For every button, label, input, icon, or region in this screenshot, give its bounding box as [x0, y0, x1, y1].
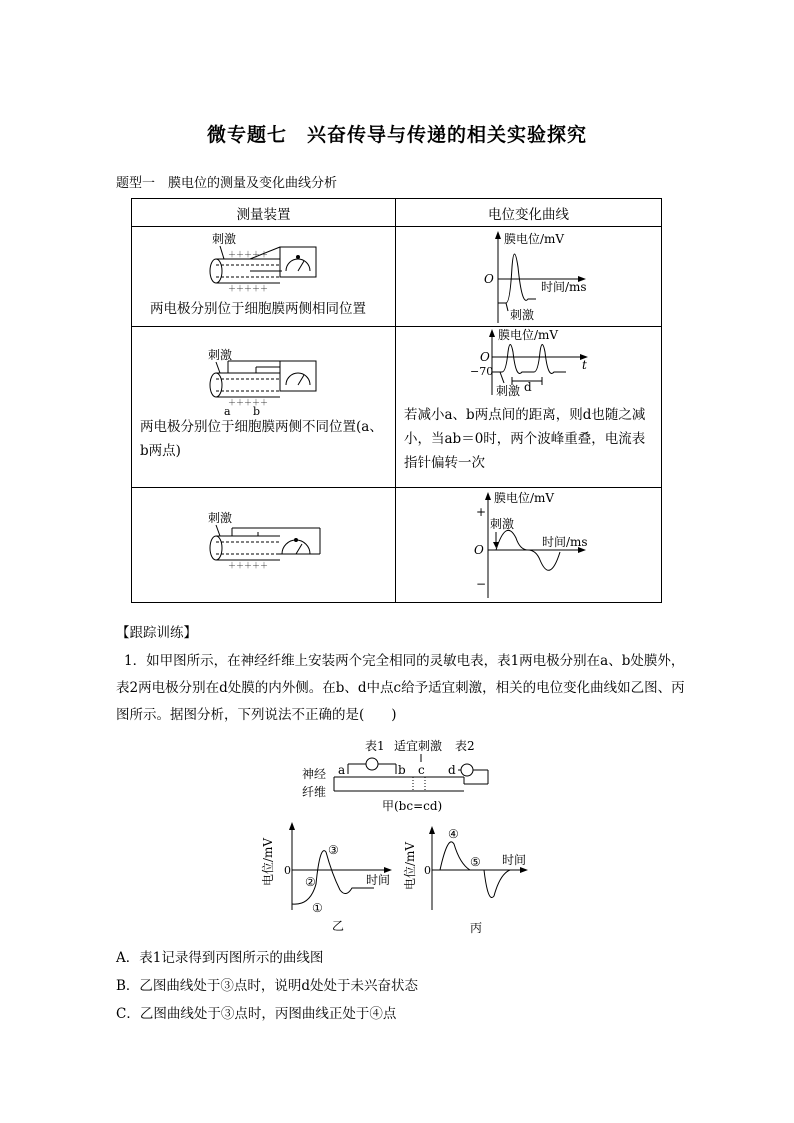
svg-text:＋＋＋＋＋: ＋＋＋＋＋ [228, 398, 268, 407]
training-label: 【跟踪训练】 [116, 625, 197, 641]
curve-stim: 刺激 [510, 308, 535, 322]
curve-diagram-1 [396, 227, 662, 326]
header-curve: 电位变化曲线 [396, 199, 662, 227]
curve-cell-2 [396, 327, 661, 487]
device-diagram-2 [132, 327, 396, 415]
point-5: ⑤ [470, 855, 481, 869]
stim-label: 适宜刺激 [394, 739, 443, 753]
device-cell-2 [132, 327, 395, 487]
device-diagram-1 [132, 227, 396, 297]
fiber-label-2: 纤维 [302, 785, 327, 799]
curve-t-label: t [582, 358, 587, 372]
curve-diagram-2 [396, 327, 662, 399]
curve-stim: 刺激 [496, 384, 521, 398]
curve-cell-3 [396, 488, 661, 602]
question-figure [0, 734, 794, 934]
point-3: ③ [328, 843, 339, 857]
svg-text:＋＋＋＋＋: ＋＋＋＋＋ [228, 250, 268, 259]
option-a: A．表1记录得到丙图所示的曲线图 [116, 950, 324, 966]
measurement-table [131, 198, 662, 603]
curve-ylabel: 膜电位/mV [504, 232, 565, 246]
option-b: B．乙图曲线处于③点时，说明d处处于未兴奋状态 [116, 978, 419, 994]
device-cell-1 [132, 227, 395, 326]
device-stim-label: 刺激 [212, 232, 237, 246]
section-heading: 题型一 膜电位的测量及变化曲线分析 [116, 176, 338, 191]
figure-jia: 甲(bc=cd) [382, 799, 443, 813]
yi-ylabel: 电位/mV [261, 837, 275, 886]
table-row [132, 327, 662, 488]
svg-text:＋＋＋＋＋: ＋＋＋＋＋ [228, 561, 268, 570]
curve-diagram-3 [396, 488, 662, 602]
curve-d-label: d [524, 380, 532, 394]
device-note-2: 两电极分别位于细胞膜两侧不同位置(a、b两点) [140, 419, 383, 459]
device-stim-label: 刺激 [208, 511, 233, 525]
device-note-1: 两电极分别位于细胞膜两侧相同位置 [150, 301, 366, 317]
point-d: d [448, 763, 456, 777]
bing-origin: 0 [424, 864, 431, 877]
page-title: 微专题七 兴奋传导与传递的相关实验探究 [206, 124, 587, 146]
curve-plus: + [476, 505, 487, 519]
device-cell-3 [132, 488, 395, 602]
device-stim-label: 刺激 [208, 348, 233, 362]
curve-origin: O [484, 272, 494, 286]
curve-xlabel: 时间/ms [542, 535, 588, 549]
device-point-a: a [224, 405, 231, 415]
point-a: a [338, 763, 346, 777]
svg-text:＋＋＋＋＋: ＋＋＋＋＋ [228, 284, 268, 293]
bing-ylabel: 电位/mV [403, 841, 417, 890]
device-diagram-3 [132, 488, 396, 602]
point-2: ② [305, 875, 316, 889]
point-4: ④ [448, 827, 459, 841]
curve-origin: O [474, 543, 484, 557]
header-device: 测量装置 [132, 199, 396, 227]
meter2-label: 表2 [455, 739, 475, 753]
table-row [132, 227, 662, 327]
curve-minus70: −70 [470, 365, 494, 378]
point-c: c [418, 763, 425, 777]
curve-stim: 刺激 [490, 517, 515, 531]
device-point-b: b [253, 405, 261, 415]
fiber-label-1: 神经 [302, 767, 327, 781]
curve-cell-1 [396, 227, 661, 326]
table-row [132, 488, 662, 603]
meter1-label: 表1 [365, 739, 385, 753]
yi-origin: 0 [284, 864, 291, 877]
option-c: C．乙图曲线处于③点时，丙图曲线正处于④点 [116, 1006, 397, 1022]
figure-bing: 丙 [470, 921, 483, 934]
bing-xlabel: 时间 [502, 853, 527, 867]
curve-xlabel: 时间/ms [541, 280, 587, 294]
figure-yi: 乙 [332, 919, 345, 933]
question-text: 1．如甲图所示，在神经纤维上安装两个完全相同的灵敏电表，表1两电极分别在a、b处膜外，表2两电极分别在d处膜的内外侧。在b、d中点c给予适宜刺激，相关的电位变化曲线如乙图、丙图所示。据图分析，下列说法不正确的是( ) [116, 653, 685, 723]
curve-minus: − [476, 577, 487, 591]
table-header-row [132, 199, 662, 227]
point-b: b [398, 763, 406, 777]
point-1: ① [312, 901, 323, 915]
yi-xlabel: 时间 [366, 873, 391, 887]
curve-note-2: 若减小a、b两点间的距离，则d也随之减小，当ab＝0时，两个波峰重叠，电流表指针偏转一次 [404, 407, 646, 471]
curve-origin: O [480, 350, 490, 364]
curve-ylabel: 膜电位/mV [494, 491, 555, 505]
curve-ylabel: 膜电位/mV [498, 328, 559, 342]
